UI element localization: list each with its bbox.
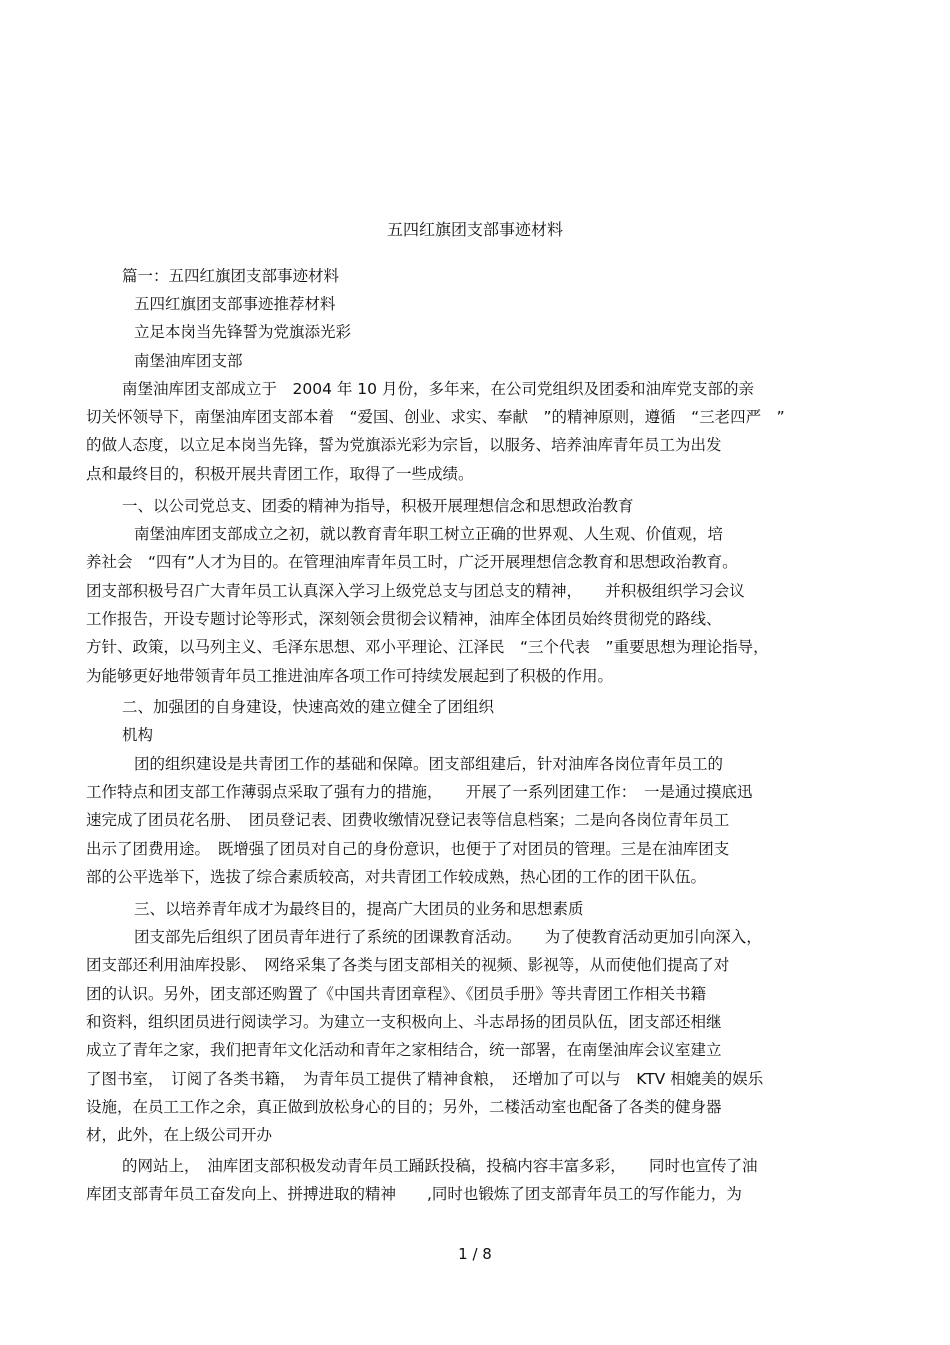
text-line: 材，此外，在上级公司开办	[86, 1126, 273, 1144]
text-line: 一、以公司党总支、团委的精神为指导，积极开展理想信念和思想政治教育	[122, 497, 634, 515]
text-line: 团的组织建设是共青团工作的基础和保障。团支部组建后，针对油库各岗位青年员工的	[134, 755, 724, 773]
text-line: 机构	[122, 726, 154, 744]
text-line: 和资料，组织团员进行阅读学习。为建立一支积极向上、斗志昂扬的团员队伍，团支部还相继	[86, 1013, 722, 1031]
text-line: 立足本岗当先锋誓为党旗添光彩	[134, 323, 352, 341]
text-line: 南堡油库团支部成立于 2004 年 10 月份，多年来，在公司党组织及团委和油库党支部的亲	[122, 380, 754, 398]
text-line: 设施，在员工工作之余，真正做到放松身心的目的；另外，二楼活动室也配备了各类的健身器	[86, 1098, 722, 1116]
text-line: 三、以培养青年成才为最终目的，提高广大团员的业务和思想素质	[134, 900, 584, 918]
page-number: 1 / 8	[458, 1245, 492, 1263]
text-line: 点和最终目的，积极开展共青团工作，取得了一些成绩。	[86, 465, 474, 483]
text-line: 切关怀领导下，南堡油库团支部本着 “爱国、创业、求实、奉献 ”的精神原则，遵循 “三老四严 ”	[86, 408, 785, 426]
text-line: 团支部还利用油库投影、 网络采集了各类与团支部相关的视频、影视等，从而使他们提高了对	[86, 956, 730, 974]
document-title: 五四红旗团支部事迹材料	[386, 220, 563, 239]
text-line: 了图书室， 订阅了各类书籍， 为青年员工提供了精神食粮， 还增加了可以与 KTV 相媲美的娱乐	[86, 1070, 764, 1088]
text-line: 的网站上， 油库团支部积极发动青年员工踊跃投稿，投稿内容丰富多彩， 同时也宣传了油	[122, 1157, 758, 1175]
text-line: 二、加强团的自身建设，快速高效的建立健全了团组织	[122, 698, 495, 716]
text-line: 养社会 “四有”人才为目的。在管理油库青年员工时，广泛开展理想信念教育和思想政治教育。	[86, 553, 738, 571]
text-line: 方针、政策，以马列主义、毛泽东思想、邓小平理论、江泽民 “三个代表 ”重要思想为理论指导，	[86, 638, 769, 656]
text-line: 库团支部青年员工奋发向上、拼搏进取的精神 ,同时也锻炼了团支部青年员工的写作能力，为	[86, 1185, 742, 1203]
text-line: 团的认识。另外，团支部还购置了《中国共青团章程》、《团员手册》等共青团工作相关书籍	[86, 985, 707, 1003]
text-line: 工作报告，开设专题讨论等形式，深刻领会贯彻会议精神，油库全体团员始终贯彻党的路线、	[86, 610, 722, 628]
text-line: 部的公平选举下，选拔了综合素质较高，对共青团工作较成熟，热心团的工作的团干队伍。	[86, 868, 707, 886]
text-line: 南堡油库团支部成立之初，就以教育青年职工树立正确的世界观、人生观、价值观，培	[134, 525, 724, 543]
text-line: 成立了青年之家，我们把青年文化活动和青年之家相结合，统一部署，在南堡油库会议室建立	[86, 1041, 722, 1059]
text-line: 出示了团费用途。 既增强了团员对自己的身份意识，也便于了对团员的管理。三是在油库团支	[86, 840, 730, 858]
text-line: 团支部先后组织了团员青年进行了系统的团课教育活动。 为了使教育活动更加引向深入，	[134, 928, 762, 946]
text-line: 篇一：五四红旗团支部事迹材料	[122, 267, 340, 285]
text-line: 团支部积极号召广大青年员工认真深入学习上级党总支与团总支的精神， 并积极组织学习会议	[86, 582, 745, 600]
text-line: 速完成了团员花名册、 团员登记表、团费收缴情况登记表等信息档案；二是向各岗位青年员工	[86, 811, 730, 829]
text-line: 南堡油库团支部	[134, 352, 243, 370]
text-line: 为能够更好地带领青年员工推进油库各项工作可持续发展起到了积极的作用。	[86, 667, 614, 685]
text-line: 五四红旗团支部事迹推荐材料	[134, 295, 336, 313]
text-line: 工作特点和团支部工作薄弱点采取了强有力的措施， 开展了一系列团建工作： 一是通过摸底迅	[86, 783, 753, 801]
text-line: 的做人态度，以立足本岗当先锋，誓为党旗添光彩为宗旨，以服务、培养油库青年员工为出发	[86, 436, 722, 454]
